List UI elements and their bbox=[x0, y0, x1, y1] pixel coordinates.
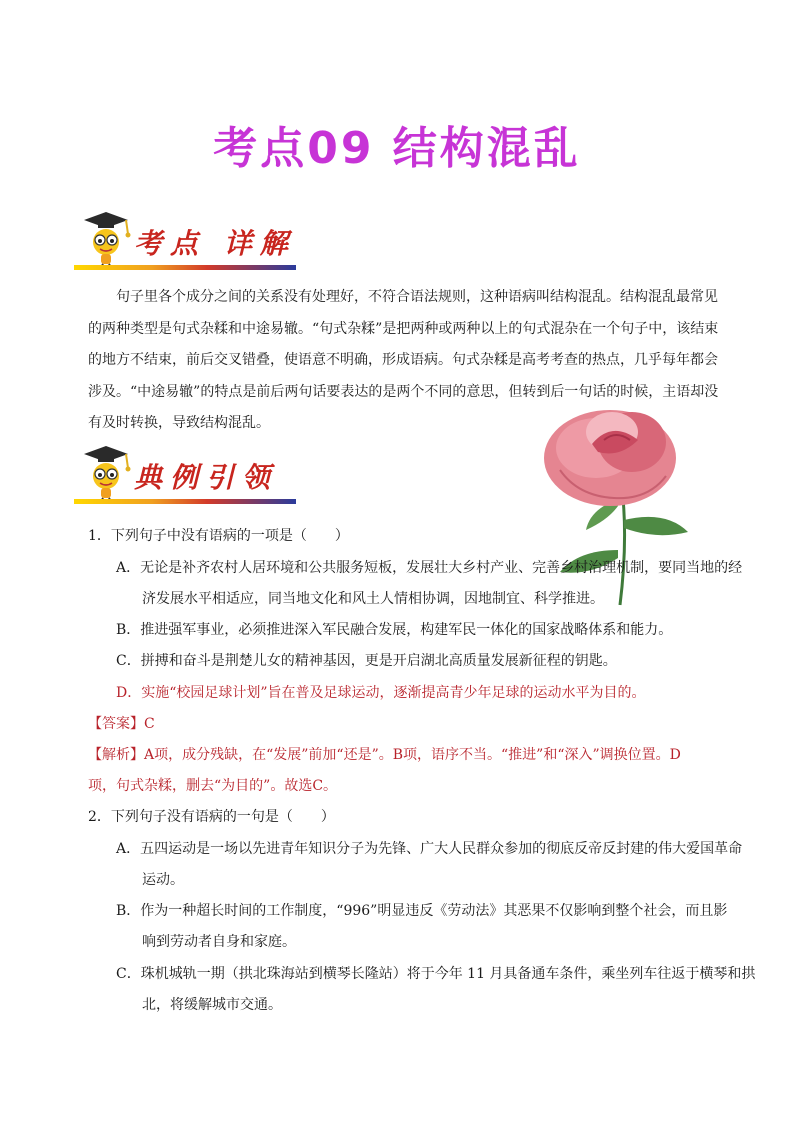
section-header-examples bbox=[74, 444, 296, 504]
question-2-stem: 2．下列句子没有语病的一句是（ ） bbox=[88, 809, 335, 825]
question-1-option-d: D．实施“校园足球计划”旨在普及足球运动，逐渐提高青少年足球的运动水平为目的。 bbox=[116, 685, 646, 701]
question-2-option-c-continued: 北，将缓解城市交通。 bbox=[142, 997, 282, 1013]
analysis-text-continued: 项，句式杂糅，删去“为目的”。故选C。 bbox=[88, 778, 338, 794]
rose-illustration-icon bbox=[538, 400, 708, 610]
question-2-option-b: B．作为一种超长时间的工作制度，“996”明显违反《劳动法》其恶果不仅影响到整个社会，而且影 bbox=[116, 903, 728, 919]
question-2-option-c: C．珠机城轨一期（拱北珠海站到横琴长隆站）将于今年 11 月具备通车条件，乘坐列车往返于横琴和拱 bbox=[116, 966, 756, 982]
question-1-option-a-continued: 济发展水平相适应，同当地文化和风土人情相协调，因地制宜、科学推进。 bbox=[142, 591, 604, 607]
question-2-option-b-continued: 响到劳动者自身和家庭。 bbox=[142, 934, 296, 950]
answer-label: 【答案】 bbox=[88, 716, 144, 732]
section-header-explain bbox=[74, 210, 296, 270]
section-divider-bar bbox=[74, 499, 296, 504]
question-1-option-a: A．无论是补齐农村人居环境和公共服务短板，发展壮大乡村产业、完善乡村治理机制，要同当地的经 bbox=[116, 560, 743, 576]
analysis-label: 【解析】 bbox=[88, 747, 144, 763]
graduate-mascot-icon bbox=[80, 210, 132, 268]
section-label: 典例引领 bbox=[134, 461, 279, 494]
page-title: 考点09 结构混乱 bbox=[213, 123, 581, 174]
intro-paragraph: 句子里各个成分之间的关系没有处理好，不符合语法规则，这种语病叫结构混乱。结构混乱最常见的两种类型是句式杂糅和中途易辙。“句式杂糅”是把两种或两种以上的句式混杂在一个句子中，该结束的地方不结束，前后交叉错叠，使语意不明确，形成语病。句式杂糅是高考考查的热点，几乎每年都会涉及。“中途易辙”的特点是前后两句话要表达的是两个不同的意思，但转到后一句话的时候，主语却没有及时转换，导致结构混乱。 bbox=[88, 289, 719, 431]
answer-line bbox=[88, 714, 155, 734]
question-1-option-b: B．推进强军事业，必须推进深入军民融合发展，构建军民一体化的国家战略体系和能力。 bbox=[116, 622, 673, 638]
graduate-mascot-icon bbox=[80, 444, 132, 502]
question-2-option-a: A．五四运动是一场以先进青年知识分子为先锋、广大人民群众参加的彻底反帝反封建的伟大爱国革命 bbox=[116, 841, 743, 857]
question-2-option-a-continued: 运动。 bbox=[142, 872, 184, 888]
question-1-option-c: C．拼搏和奋斗是荆楚儿女的精神基因，更是开启湖北高质量发展新征程的钥匙。 bbox=[116, 653, 617, 669]
analysis-text: A项，成分残缺，在“发展”前加“还是”。B项，语序不当。“推进”和“深入”调换位置。D bbox=[144, 747, 681, 763]
section-label: 考点 详解 bbox=[134, 227, 296, 260]
section-divider-bar bbox=[74, 265, 296, 270]
question-1-stem: 1．下列句子中没有语病的一项是（ ） bbox=[88, 528, 349, 544]
answer-value: C bbox=[144, 716, 155, 732]
analysis-line bbox=[88, 745, 681, 765]
